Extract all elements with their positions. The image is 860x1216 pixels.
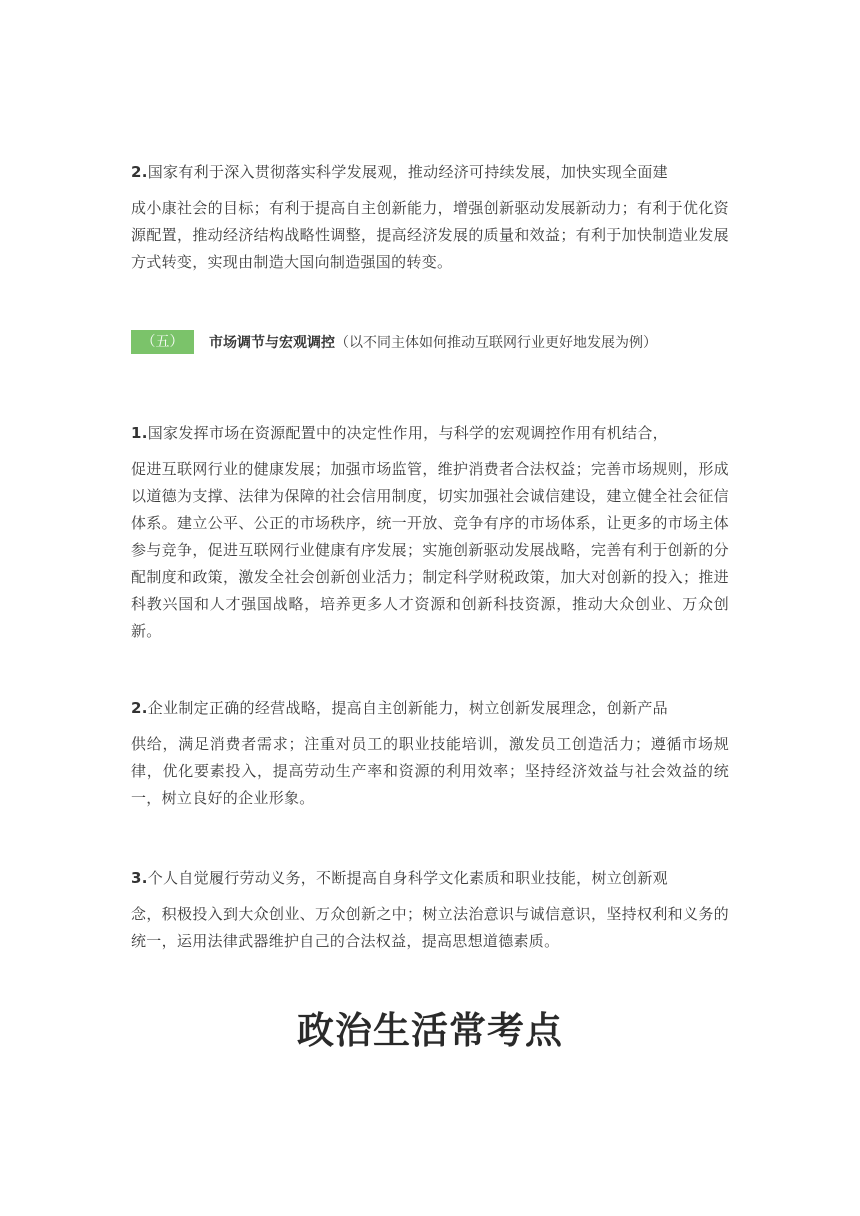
paragraph-body: 供给，满足消费者需求；注重对员工的职业技能培训，激发员工创造活力；遵循市场规律，优化要素投入，提高劳动生产率和资源的利用效率；坚持经济效益与社会效益的统一，树立良好的企业形象。 (131, 735, 729, 807)
paragraph-state-benefits (131, 161, 729, 276)
paragraph-first-line: 国家发挥市场在资源配置中的决定性作用，与科学的宏观调控作用有机结合， (147, 424, 668, 442)
paragraph-first-line: 企业制定正确的经营战略，提高自主创新能力，树立创新发展理念，创新产品 (147, 699, 668, 717)
chapter-title: 政治生活常考点 (297, 1008, 563, 1052)
paragraph-first-line: 个人自觉履行劳动义务，不断提高自身科学文化素质和职业技能，树立创新观 (147, 869, 668, 887)
paragraph-state-role (131, 422, 729, 645)
item-number: 1. (131, 424, 148, 442)
section-badge: （五） (131, 330, 194, 354)
section-title: 市场调节与宏观调控 (209, 335, 335, 351)
paragraph-body: 成小康社会的目标；有利于提高自主创新能力，增强创新驱动发展新动力；有利于优化资源配置，推动经济结构战略性调整，提高经济发展的质量和效益；有利于加快制造业发展方式转变，实现由制造大国向制造强国的转变。 (131, 199, 729, 271)
paragraph-enterprise-role (131, 697, 729, 812)
paragraph-body: 促进互联网行业的健康发展；加强市场监管，维护消费者合法权益；完善市场规则，形成以道德为支撑、法律为保障的社会信用制度，切实加强社会诚信建设，建立健全社会征信体系。建立公平、公正的市场秩序，统一开放、竞争有序的市场体系，让更多的市场主体参与竞争，促进互联网行业健康有序发展；实施创新驱动发展战略，完善有利于创新的分配制度和政策，激发全社会创新创业活力；制定科学财税政策，加大对创新的投入；推进科教兴国和人才强国战略，培养更多人才资源和创新科技资源，推动大众创业、万众创新。 (131, 460, 729, 640)
paragraph-individual-role (131, 867, 729, 955)
item-number: 2. (131, 699, 148, 717)
item-number: 3. (131, 869, 148, 887)
section-note: （以不同主体如何推动互联网行业更好地发展为例） (335, 335, 657, 351)
item-number: 2. (131, 163, 148, 181)
paragraph-body: 念，积极投入到大众创业、万众创新之中；树立法治意识与诚信意识，坚持权利和义务的统一，运用法律武器维护自己的合法权益，提高思想道德素质。 (131, 905, 729, 950)
section-heading (131, 330, 657, 354)
paragraph-first-line: 国家有利于深入贯彻落实科学发展观，推动经济可持续发展，加快实现全面建 (147, 163, 668, 181)
